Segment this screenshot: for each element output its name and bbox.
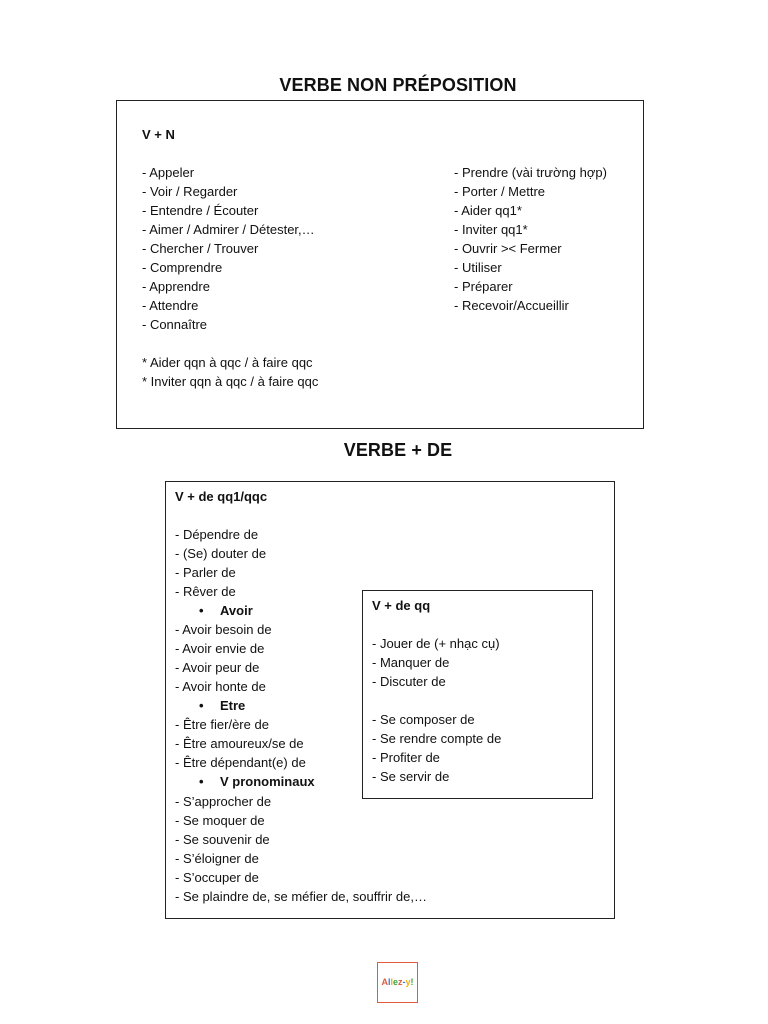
list-item: - Attendre	[142, 298, 199, 313]
footnote: * Aider qqn à qqc / à faire qqc	[142, 355, 313, 370]
list-item: - Préparer	[454, 279, 513, 294]
list-item: - Aider qq1*	[454, 203, 522, 218]
list-item: - Dépendre de	[175, 527, 259, 542]
list-item: - Être fier/ère de	[175, 717, 269, 732]
logo-text: Allez-y!	[381, 977, 414, 987]
list-item: - Chercher / Trouver	[142, 241, 259, 256]
list-item: - Se rendre compte de	[372, 731, 502, 746]
list-item: - Voir / Regarder	[142, 184, 238, 199]
bullet-label: V pronominaux	[220, 774, 315, 789]
box-header: V + de qq1/qqc	[175, 489, 268, 504]
list-item: - Connaître	[142, 317, 208, 332]
list-item: - Aimer / Admirer / Détester,…	[142, 222, 315, 237]
list-item: - Apprendre	[142, 279, 210, 294]
list-item: - Être dépendant(e) de	[175, 755, 306, 770]
list-item: - Se souvenir de	[175, 832, 270, 847]
list-item: - Prendre (vài trường hợp)	[454, 165, 607, 180]
list-item: - Se servir de	[372, 769, 450, 784]
list-item: - Avoir honte de	[175, 679, 266, 694]
list-item: - Comprendre	[142, 260, 223, 275]
bullet-dot-icon: •	[199, 603, 204, 618]
list-item: - Porter / Mettre	[454, 184, 546, 199]
list-item: - Rêver de	[175, 584, 236, 599]
bullet-label: Etre	[220, 698, 246, 713]
verb-de-qq-inner-box	[362, 590, 593, 799]
section1-title: VERBE NON PRÉPOSITION	[279, 75, 517, 95]
list-item: - Utiliser	[454, 260, 502, 275]
list-item: - (Se) douter de	[175, 546, 267, 561]
list-item: - Recevoir/Accueillir	[454, 298, 569, 313]
list-item: - Manquer de	[372, 655, 450, 670]
list-item: - Être amoureux/se de	[175, 736, 304, 751]
list-item: - Appeler	[142, 165, 195, 180]
list-item: - Se composer de	[372, 712, 475, 727]
list-item: - Avoir peur de	[175, 660, 260, 675]
box-header: V + N	[142, 127, 175, 142]
list-item: - Ouvrir >< Fermer	[454, 241, 562, 256]
bullet-dot-icon: •	[199, 698, 204, 713]
box-header: V + de qq	[372, 598, 431, 613]
list-item: - Se moquer de	[175, 813, 265, 828]
list-item: - Profiter de	[372, 750, 440, 765]
list-item: - S’éloigner de	[175, 851, 259, 866]
section2-title: VERBE + DE	[343, 440, 453, 460]
list-item: - S’approcher de	[175, 794, 272, 809]
bullet-label: Avoir	[220, 603, 253, 618]
verb-no-preposition-box	[116, 100, 644, 429]
footnote: * Inviter qqn à qqc / à faire qqc	[142, 374, 319, 389]
list-item: - Parler de	[175, 565, 236, 580]
list-item: - S’occuper de	[175, 870, 259, 885]
list-item: - Se plaindre de, se méfier de, souffrir de,…	[175, 889, 427, 904]
list-item: - Discuter de	[372, 674, 446, 689]
list-item: - Avoir envie de	[175, 641, 265, 656]
list-item: - Inviter qq1*	[454, 222, 528, 237]
list-item: - Jouer de (+ nhạc cụ)	[372, 636, 500, 651]
list-item: - Entendre / Écouter	[142, 203, 259, 218]
bullet-dot-icon: •	[199, 774, 204, 789]
allez-y-logo	[377, 962, 418, 1003]
list-item: - Avoir besoin de	[175, 622, 272, 637]
